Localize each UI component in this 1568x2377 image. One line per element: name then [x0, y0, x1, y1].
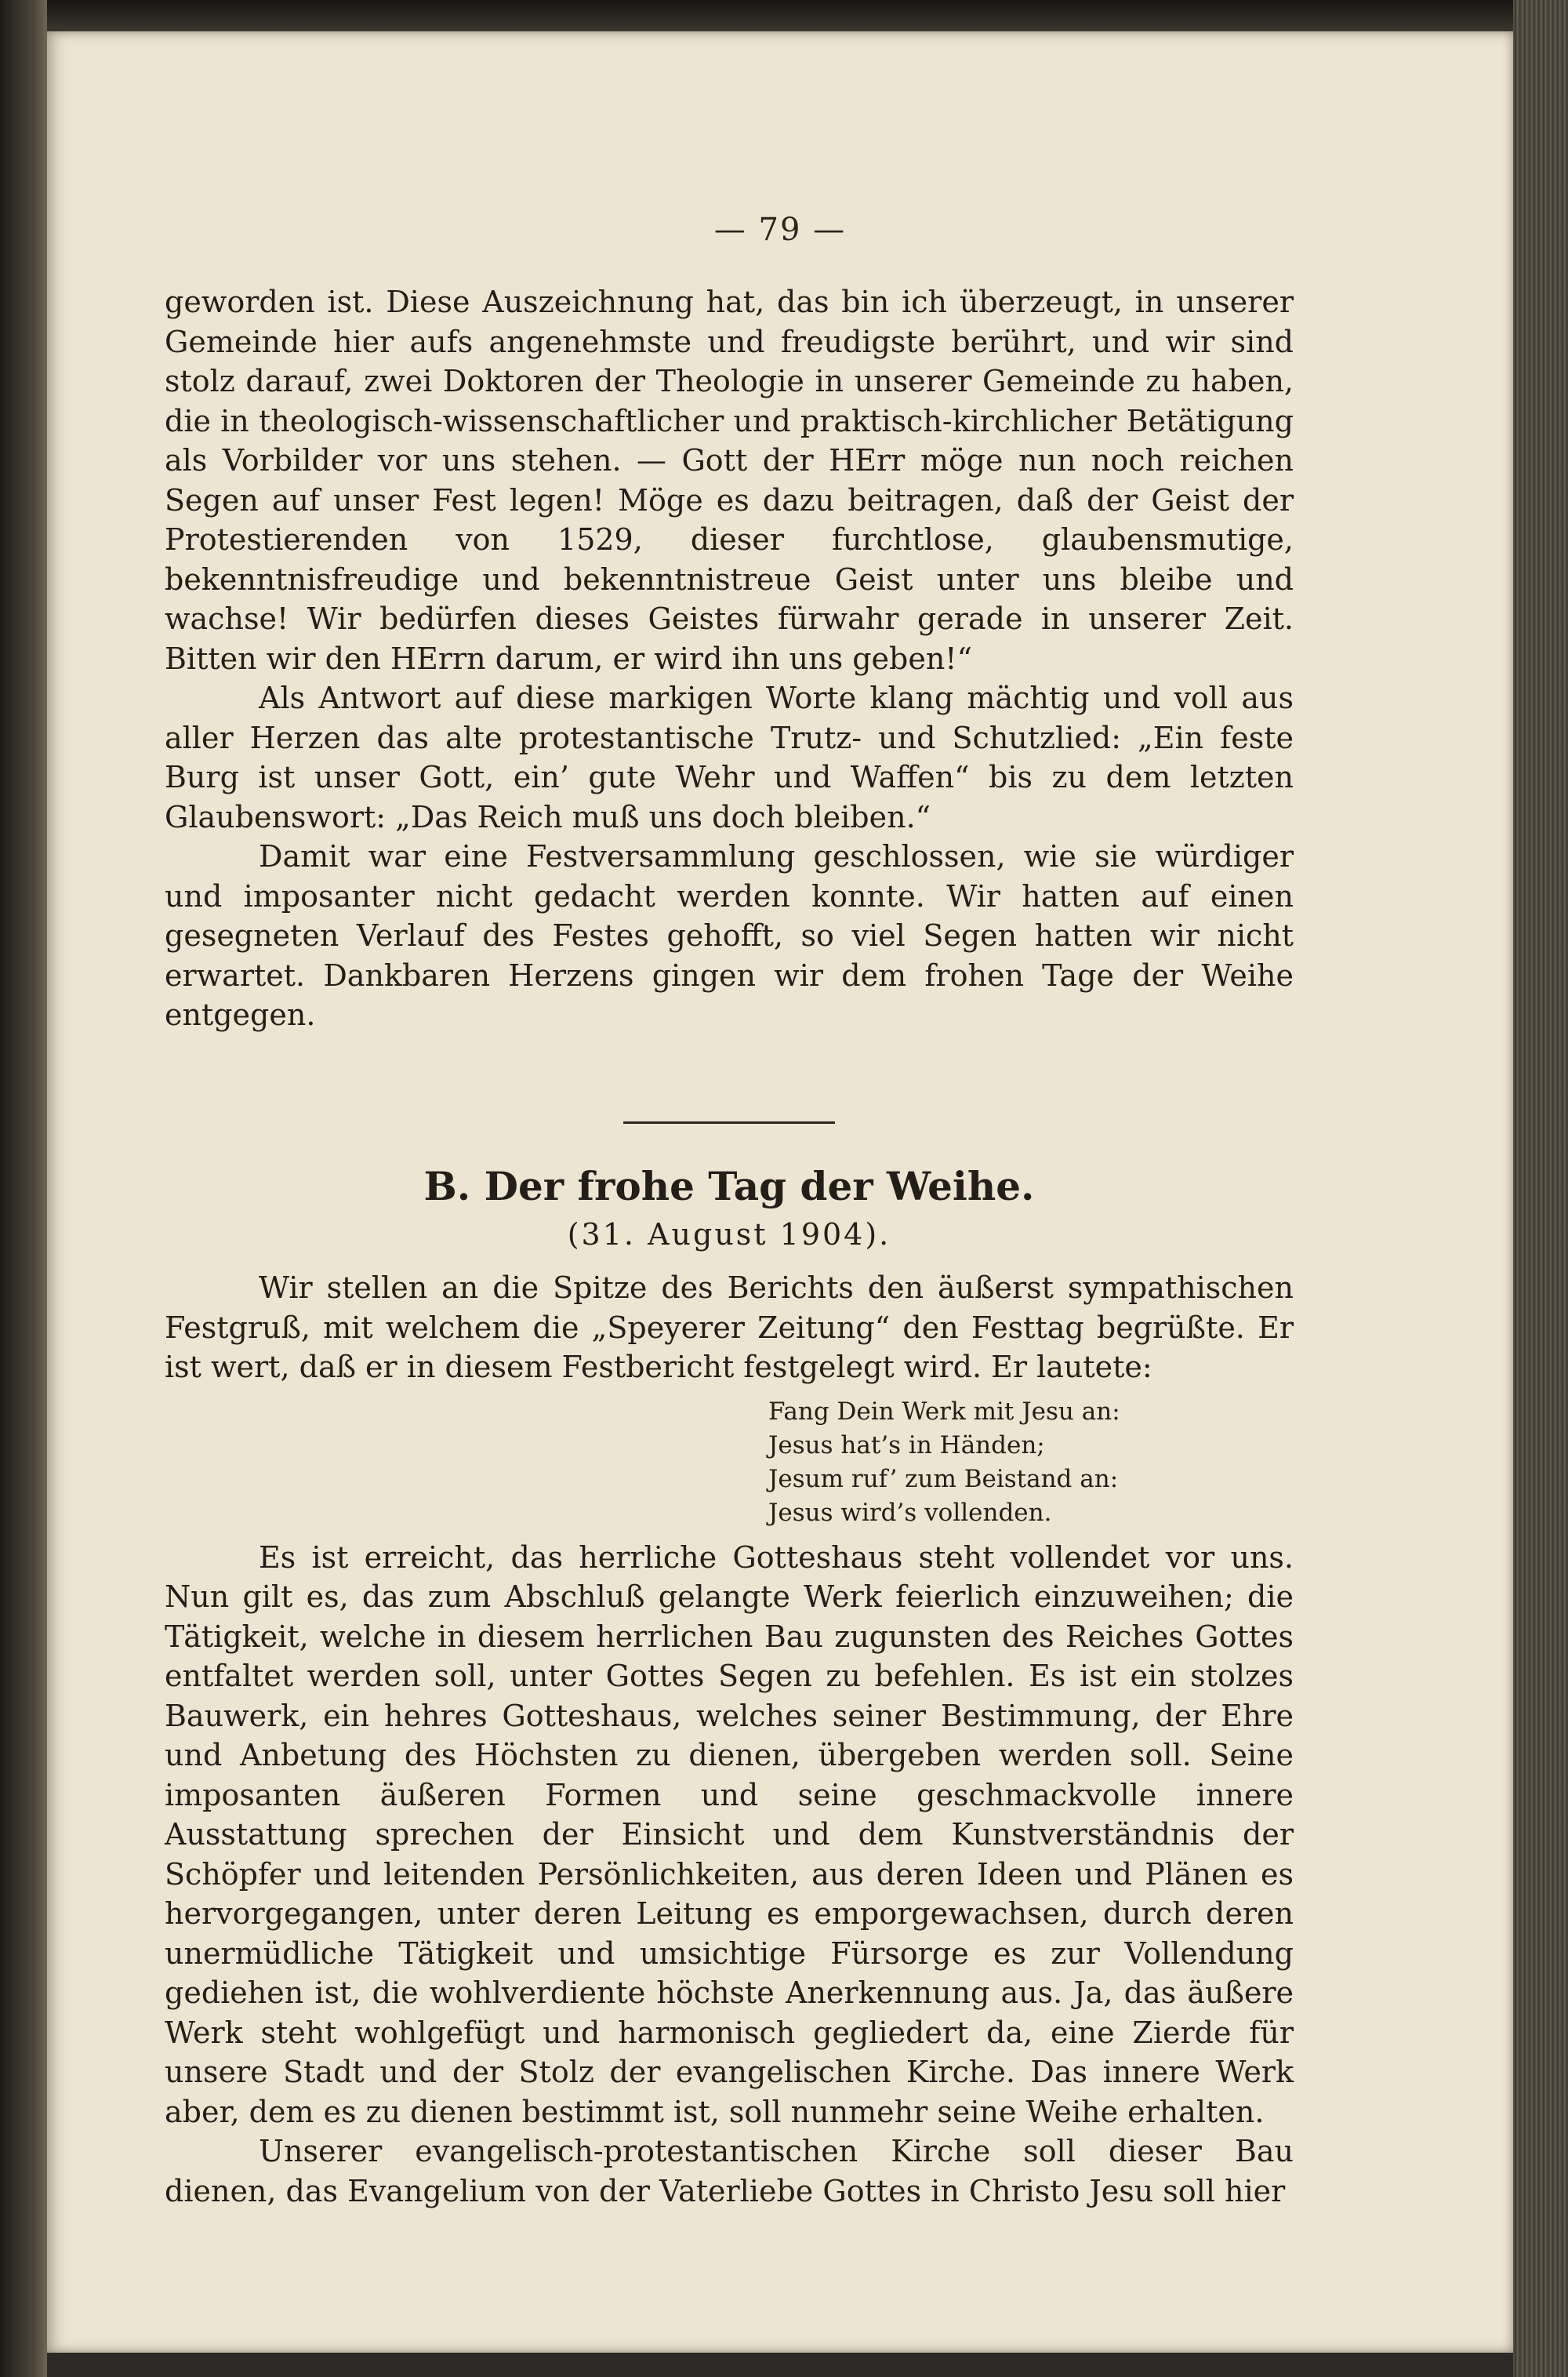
paragraph-continuation: geworden ist. Diese Auszeichnung hat, das bin ich überzeugt, in unserer Gemeinde hier aufs angenehmste und freudigste berührt, und wir sind stolz darauf, zwei Doktoren der Theologie in unserer Gemeinde zu haben, die in theologisch-wissenschaftlicher und praktisch-kirchlicher Betätigung als Vorbilder vor uns stehen. — Gott der HErr möge nun noch reichen Segen auf unser Fest legen! Möge es dazu beitragen, daß der Geist der Protestierenden von 1529, dieser furchtlose, glaubensmutige, bekenntnisfreudige und bekenntnistreue Geist unter uns bleibe und wachse! Wir bedürfen dieses Geistes fürwahr gerade in unserer Zeit. Bitten wir den HErrn darum, er wird ihn uns geben!“ [165, 285, 1294, 676]
poem-line: Jesus wird’s vollenden. [768, 1498, 1052, 1527]
book-edge-right [1513, 0, 1568, 2377]
book-edge-top [0, 0, 1568, 31]
paragraph-gospel: Unserer evangelisch-protestantischen Kirche soll dieser Bau dienen, das Evangelium von der Vaterliebe Gottes in Christo Jesu soll hier [165, 2134, 1294, 2208]
page-number: — 79 — [713, 212, 847, 248]
poem-line: Fang Dein Werk mit Jesu an: [768, 1397, 1120, 1426]
paragraph-closing: Damit war eine Festversammlung geschlossen, wie sie würdiger und imposanter nicht gedacht werden konnte. Wir hatten auf einen gesegneten Verlauf des Festes gehofft, so viel Segen hatten wir nicht erwartet. Dankbaren Herzens gingen wir dem frohen Tage der Weihe entgegen. [165, 839, 1294, 1032]
book-page [47, 31, 1513, 2353]
text-block [165, 282, 1294, 2211]
paragraph-answer: Als Antwort auf diese markigen Worte klang mächtig und voll aus aller Herzen das alte protestantische Trutz- und Schutzlied: „Ein feste Burg ist unser Gott, ein’ gute Wehr und Waffen“ bis zu dem letzten Glaubenswort: „Das Reich muß uns doch bleiben.“ [165, 681, 1294, 834]
section-heading: B. Der frohe Tag der Weihe. [423, 1162, 1035, 1209]
paragraph-intro: Wir stellen an die Spitze des Berichts den äußerst sympathischen Festgruß, mit welchem die „Speyerer Zeitung“ den Festtag begrüßte. Er ist wert, daß er in diesem Festbericht festgelegt wird. Er lautete: [165, 1270, 1294, 1384]
book-edge-left [0, 0, 47, 2377]
poem-stanza [768, 1395, 1294, 1530]
poem-line: Jesus hat’s in Händen; [768, 1430, 1045, 1459]
section-divider [623, 1121, 835, 1124]
poem-line: Jesum ruf’ zum Beistand an: [768, 1464, 1119, 1493]
section-date: (31. August 1904). [567, 1216, 891, 1252]
paragraph-church: Es ist erreicht, das herrliche Gotteshaus steht vollendet vor uns. Nun gilt es, das zum Abschluß gelangte Werk feierlich einzuweihen; die Tätigkeit, welche in diesem herrlichen Bau zugunsten des Reiches Gottes entfaltet werden soll, unter Gottes Segen zu befehlen. Es ist ein stolzes Bauwerk, ein hehres Gotteshaus, welches seiner Bestimmung, der Ehre und Anbetung des Höchsten zu dienen, übergeben werden soll. Seine imposanten äußeren Formen und seine geschmackvolle innere Ausstattung sprechen der Einsicht und dem Kunstverständnis der Schöpfer und leitenden Persönlichkeiten, aus deren Ideen und Plänen es hervorgegangen, unter deren Leitung es emporgewachsen, durch deren unermüdliche Tätigkeit und umsichtige Fürsorge es zur Vollendung gediehen ist, die wohlverdiente höchste Anerkennung aus. Ja, das äußere Werk steht wohlgefügt und harmonisch gegliedert da, eine Zierde für unsere Stadt und der Stolz der evangelischen Kirche. Das innere Werk aber, dem es zu dienen bestimmt ist, soll nunmehr seine Weihe erhalten. [165, 1539, 1294, 2129]
